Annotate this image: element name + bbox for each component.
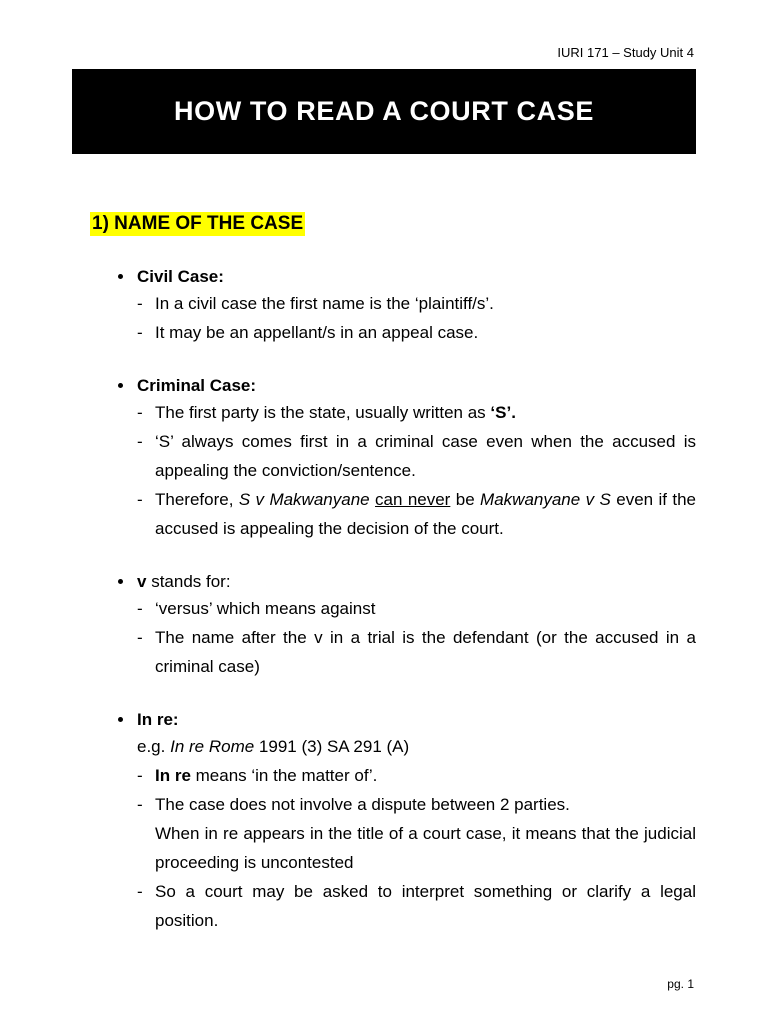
example-line: e.g. In re Rome 1991 (3) SA 291 (A) (137, 737, 410, 756)
section-heading: 1) NAME OF THE CASE (92, 213, 304, 234)
bullet-in-re (72, 708, 696, 732)
header-note: IURI 171 – Study Unit 4 (557, 45, 694, 60)
case-name: S v Makwanyane (238, 490, 370, 509)
bullet-versus: v stands for: (72, 570, 696, 594)
list-item: - So a court may be asked to interpret something or clarify a legal position. (137, 882, 696, 930)
list-item: - In a civil case the first name is the ‘plaintiff/s’. (137, 294, 494, 313)
case-name: In re Rome (170, 737, 255, 756)
list-item: - In re means ‘in the matter of’. (137, 766, 378, 785)
page-number: pg. 1 (667, 977, 694, 991)
list-item: - ‘versus’ which means against (137, 599, 376, 618)
criminal-heading: Criminal Case: (137, 376, 257, 395)
in-re-block (72, 708, 696, 935)
list-item: - The first party is the state, usually written as ‘S’. (137, 403, 516, 422)
list-item: - The case does not involve a dispute between 2 parties. (137, 795, 570, 814)
list-item-continued: When in re appears in the title of a court case, it means that the judicial proceeding is uncontested (155, 824, 696, 872)
page-title: HOW TO READ A COURT CASE (174, 96, 594, 126)
criminal-case-block (72, 374, 696, 543)
list-item: - ‘S’ always comes first in a criminal case even when the accused is appealing the conviction/sentence. (137, 432, 696, 480)
list-item: - Therefore, S v Makwanyane can never be Makwanyane v S even if the accused is appealing the decision of the court. (137, 490, 697, 538)
title-banner (72, 69, 696, 154)
list-item: - It may be an appellant/s in an appeal case. (137, 323, 479, 342)
bullet-criminal (72, 374, 696, 398)
bullet-dot (118, 274, 123, 279)
list-item: - The name after the v in a trial is the defendant (or the accused in a criminal case) (137, 628, 696, 676)
document-body (72, 265, 696, 935)
versus-block (72, 570, 696, 681)
bullet-dot (118, 383, 123, 388)
civil-heading: Civil Case: (137, 267, 224, 286)
in-re-heading: In re: (137, 710, 179, 729)
bullet-civil (72, 265, 696, 289)
bullet-dot (118, 717, 123, 722)
civil-case-block (72, 265, 696, 347)
bullet-dot (118, 579, 123, 584)
case-name: Makwanyane v S (480, 490, 611, 509)
